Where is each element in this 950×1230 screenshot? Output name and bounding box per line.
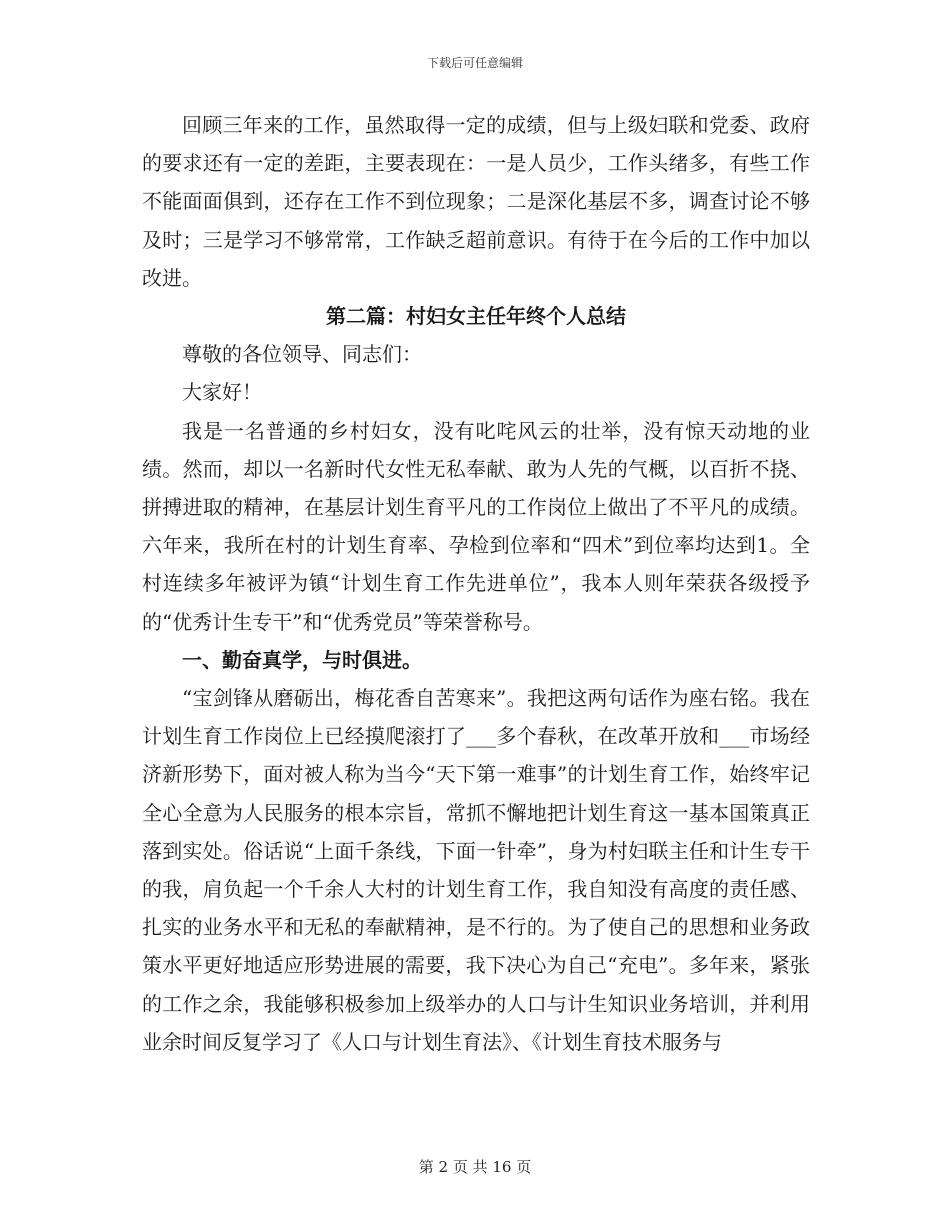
paragraph-introduction: 我是一名普通的乡村妇女，没有叱咤风云的壮举，没有惊天动地的业绩。然而，却以一名新时代女性无私奉献、敢为人先的气概，以百折不挠、拼搏进取的精神，在基层计划生育平凡的工作岗位上做出了不平凡的成绩。六年来，我所在村的计划生育率、孕检到位率和“四术”到位率均达到1。全村连续多年被评为镇“计划生育工作先进单位”，我本人则年荣获各级授予的“优秀计生专干”和“优秀党员”等荣誉称号。 xyxy=(142,418,810,634)
section-title: 第二篇：村妇女主任年终个人总结 xyxy=(326,304,626,329)
salutation: 尊敬的各位领导、同志们： xyxy=(182,342,422,367)
greeting: 大家好！ xyxy=(182,380,262,405)
subsection-heading: 一、勤奋真学，与时俱进。 xyxy=(182,647,422,672)
document-body xyxy=(142,106,810,1061)
paragraph-shortcomings: 回顾三年来的工作，虽然取得一定的成绩，但与上级妇联和党委、政府的要求还有一定的差距，主要表现在：一是人员少，工作头绪多，有些工作不能面面俱到，还存在工作不到位现象；二是深化基层不多，调查讨论不够及时；三是学习不够常常，工作缺乏超前意识。有待于在今后的工作中加以改进。 xyxy=(142,113,810,290)
paragraph-study: “宝剑锋从磨砺出，梅花香自苦寒来”。我把这两句话作为座右铭。我在计划生育工作岗位上已经摸爬滚打了___多个春秋，在改革开放和___市场经济新形势下，面对被人称为当今“天下第一难事”的计划生育工作，始终牢记全心全意为人民服务的根本宗旨，常抓不懈地把计划生育这一基本国策真正落到实处。俗话说“上面千条线，下面一针牵”，身为村妇联主任和计生专干的我，肩负起一个千余人大村的计划生育工作，我自知没有高度的责任感、扎实的业务水平和无私的奉献精神，是不行的。为了使自己的思想和业务政策水平更好地适应形势进展的需要，我下决心为自己“充电”。多年来，紧张的工作之余，我能够积极参加上级举办的人口与计生知识业务培训，并利用业余时间反复学习了《人口与计划生育法》、《计划生育技术服务与 xyxy=(142,686,810,1054)
page-header: 下载后可任意编辑 xyxy=(426,56,523,70)
page-footer: 第 2 页 共 16 页 xyxy=(418,1158,532,1176)
